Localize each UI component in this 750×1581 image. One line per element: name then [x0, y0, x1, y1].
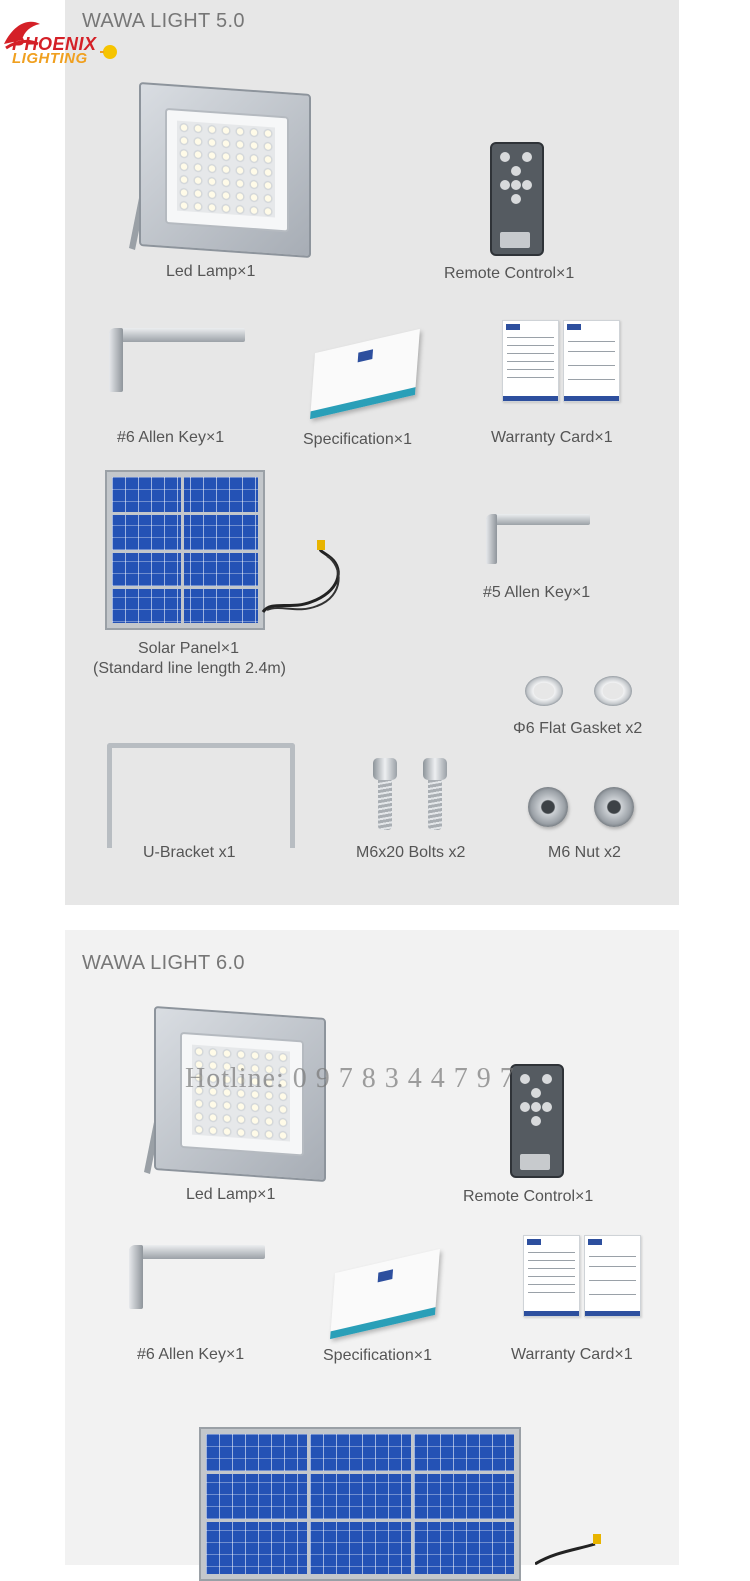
remote-control-image — [490, 142, 544, 256]
phoenix-lighting-logo — [0, 14, 125, 70]
allen-key-6-image — [129, 1245, 267, 1309]
wawa-light-5-panel — [65, 0, 679, 905]
solar-cable-icon — [261, 540, 351, 620]
led-lamp-caption: Led Lamp×1 — [166, 263, 256, 280]
solar-panel-image — [199, 1427, 521, 1581]
allen-key-5-image — [486, 514, 590, 564]
bolts-caption: M6x20 Bolts x2 — [356, 844, 466, 861]
nut-caption: M6 Nut x2 — [548, 844, 621, 861]
solar-panel-image — [105, 470, 265, 630]
solar-panel-note: (Standard line length 2.4m) — [93, 660, 286, 677]
specification-booklet-image — [330, 1249, 440, 1339]
flat-gasket-image — [594, 676, 632, 706]
logo-text-phoenix: PHOENIX — [12, 34, 97, 54]
remote-control-caption: Remote Control×1 — [444, 265, 575, 282]
warranty-card-caption: Warranty Card×1 — [511, 1346, 633, 1363]
u-bracket-image — [107, 743, 295, 848]
warranty-card-caption: Warranty Card×1 — [491, 429, 613, 446]
warranty-card-right-image — [584, 1235, 641, 1317]
bolt-image — [373, 758, 397, 830]
led-lamp-image — [125, 88, 325, 253]
bolt-image — [423, 758, 447, 830]
allen-key-6-caption: #6 Allen Key×1 — [117, 429, 225, 446]
remote-control-caption: Remote Control×1 — [463, 1188, 594, 1205]
allen-key-6-caption: #6 Allen Key×1 — [137, 1346, 245, 1363]
warranty-card-left-image — [502, 320, 559, 402]
panel-title: WAWA LIGHT 5.0 — [82, 10, 245, 32]
flat-gasket-caption: Φ6 Flat Gasket x2 — [513, 720, 643, 737]
u-bracket-caption: U-Bracket x1 — [143, 844, 236, 861]
nut-image — [594, 787, 634, 827]
specification-caption: Specification×1 — [303, 431, 412, 448]
allen-key-6-image — [109, 328, 247, 392]
nut-image — [528, 787, 568, 827]
allen-key-5-caption: #5 Allen Key×1 — [483, 584, 591, 601]
hotline-watermark: Hotline: 0 9 7 8 3 4 4 7 9 7 — [185, 1063, 515, 1094]
specification-booklet-image — [310, 329, 420, 419]
solar-cable-icon — [535, 1530, 615, 1565]
remote-control-image — [510, 1064, 564, 1178]
panel-title: WAWA LIGHT 6.0 — [82, 952, 245, 974]
solar-panel-caption: Solar Panel×1 — [138, 640, 239, 657]
logo-text-lighting: LIGHTING — [12, 50, 88, 67]
warranty-card-left-image — [523, 1235, 580, 1317]
wawa-light-6-panel — [65, 930, 679, 1565]
warranty-card-right-image — [563, 320, 620, 402]
flat-gasket-image — [525, 676, 563, 706]
specification-caption: Specification×1 — [323, 1347, 432, 1364]
led-lamp-caption: Led Lamp×1 — [186, 1186, 276, 1203]
